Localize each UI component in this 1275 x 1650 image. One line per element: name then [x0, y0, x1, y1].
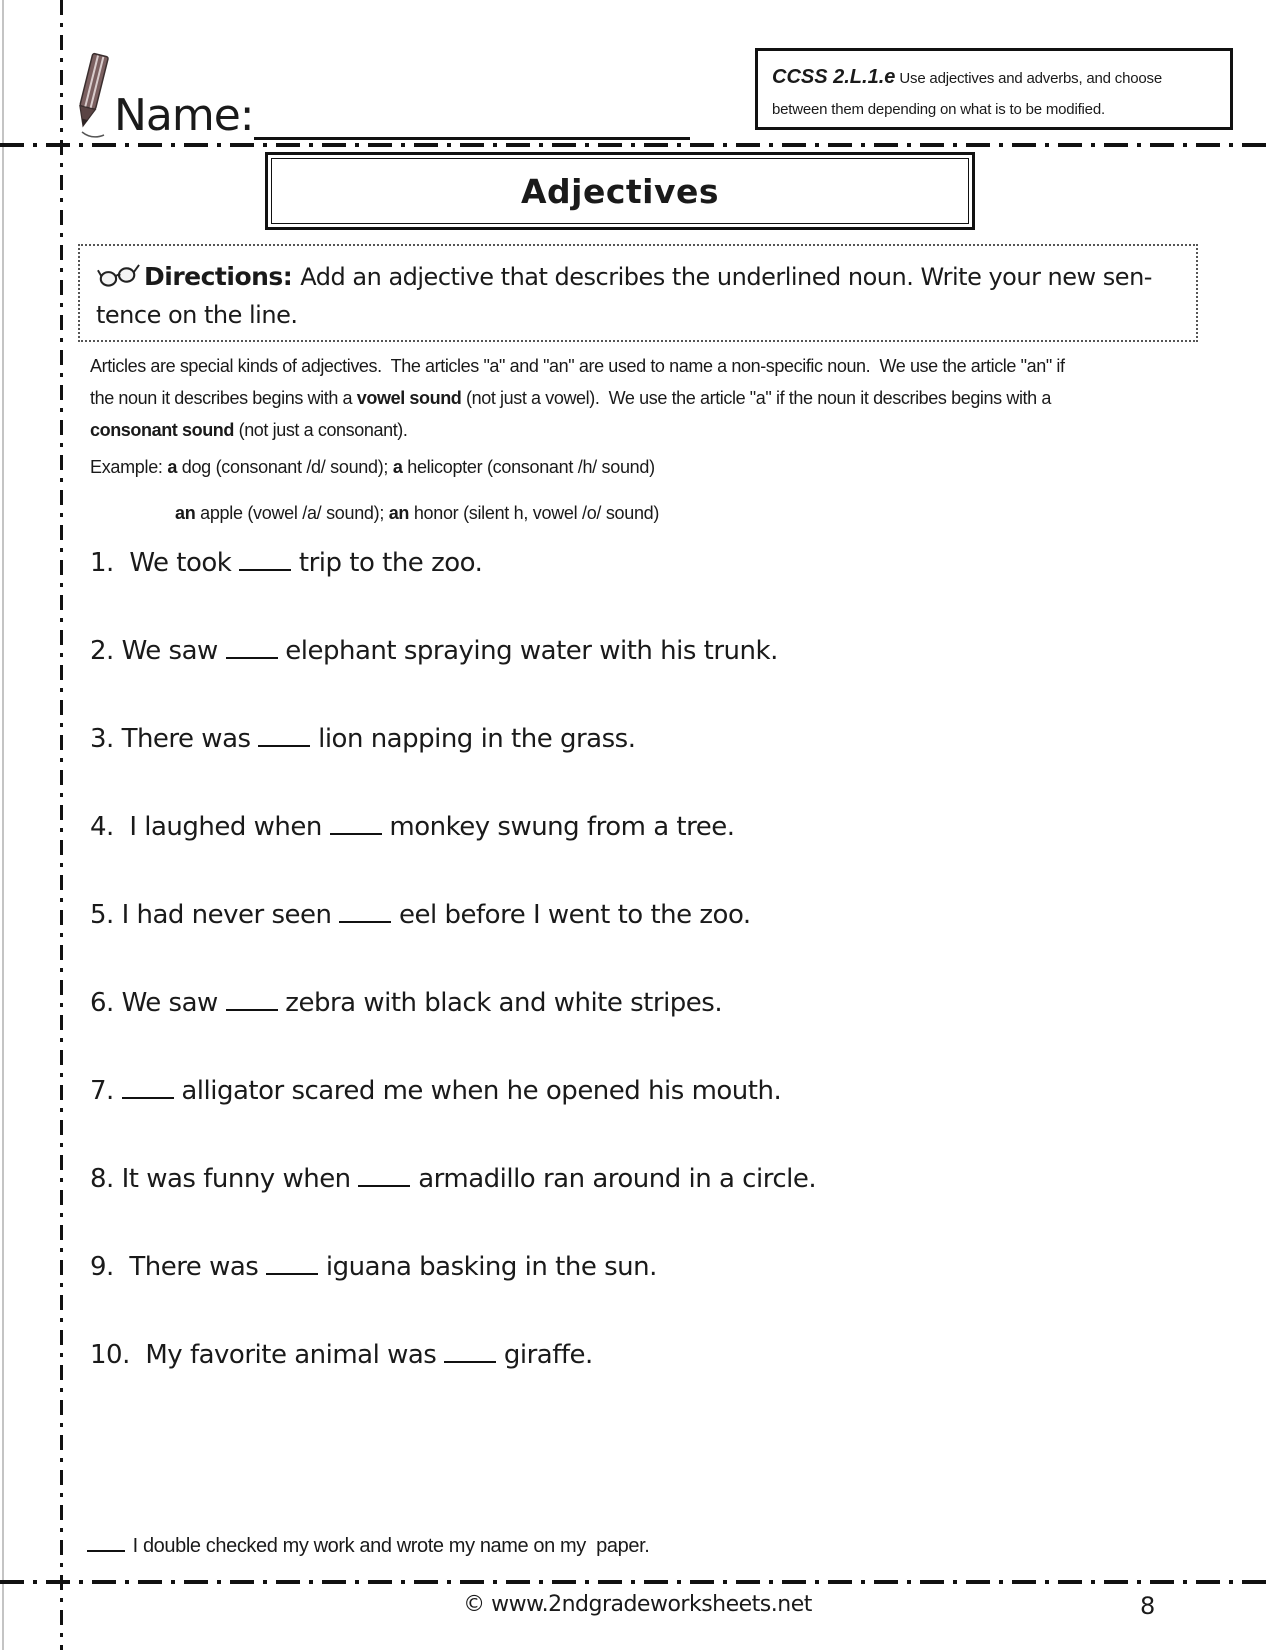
question-item [90, 810, 1210, 844]
answer-blank [444, 1341, 496, 1363]
question-item [90, 1338, 1210, 1372]
text-segment: Example: [90, 457, 168, 477]
directions-line-2 [96, 296, 1182, 334]
pencil-icon [70, 48, 112, 140]
question-text-before: 7. [90, 1076, 122, 1106]
example-line [90, 498, 1190, 528]
question-text-before: 1. We took [90, 548, 240, 578]
answer-blank [358, 1165, 410, 1187]
question-text-after: alligator scared me when he opened his mouth. [173, 1076, 782, 1106]
intro-line [90, 414, 1210, 446]
text-segment: an [388, 503, 410, 523]
name-label: Name: [114, 90, 254, 141]
text-segment: the noun it describes begins with a [90, 388, 357, 408]
question-text-before: 9. There was [90, 1252, 267, 1282]
footer-copyright: © www.2ndgradeworksheets.net [463, 1592, 812, 1617]
horizontal-cut-line-top [0, 143, 1275, 147]
directions-line-1 [96, 258, 1182, 296]
name-header [70, 48, 690, 140]
directions-box [78, 244, 1198, 342]
question-text-before: 8. It was funny when [90, 1164, 359, 1194]
text-segment: dog (consonant /d/ sound); [177, 457, 393, 477]
answer-blank [258, 725, 310, 747]
check-blank [87, 1536, 125, 1552]
text-segment: an [175, 503, 196, 523]
intro-line [90, 350, 1210, 382]
question-item [90, 1162, 1210, 1196]
directions-text-2: tence on the line. [96, 301, 298, 329]
check-text: I double checked my work and wrote my name on my paper. [132, 1535, 650, 1557]
text-segment: vowel sound [356, 388, 462, 408]
questions-list [90, 546, 1210, 1426]
question-text-after: lion napping in the grass. [310, 724, 636, 754]
answer-blank [122, 1077, 174, 1099]
title-box [265, 152, 975, 230]
question-item [90, 634, 1210, 668]
answer-blank [226, 989, 278, 1011]
answer-blank [339, 901, 391, 923]
examples-block [90, 452, 1190, 544]
question-text-after: monkey swung from a tree. [381, 812, 735, 842]
scan-edge-line [2, 0, 4, 1650]
text-segment: apple (vowel /a/ sound); [195, 503, 389, 523]
question-text-before: 10. My favorite animal was [90, 1340, 445, 1370]
question-text-after: giraffe. [496, 1340, 593, 1370]
text-segment: (not just a consonant). [234, 420, 408, 440]
question-item [90, 1250, 1210, 1284]
page-title: Adjectives [520, 171, 720, 211]
ccss-code: CCSS 2.L.1.e [772, 66, 896, 88]
name-blank-line [254, 100, 690, 140]
page-number: 8 [1140, 1592, 1156, 1620]
directions-text-1: Add an adjective that describes the underlined noun. Write your new sen- [300, 263, 1152, 291]
question-text-after: zebra with black and white stripes. [277, 988, 723, 1018]
title-inner-border [271, 158, 969, 224]
question-item [90, 1074, 1210, 1108]
answer-blank [226, 637, 278, 659]
text-segment: Articles are special kinds of adjectives. The articles "a" and "an" are used to name a non-specific noun. We use the article "an" if [90, 356, 1065, 376]
text-segment: a [167, 457, 178, 477]
question-item [90, 722, 1210, 756]
question-text-before: 4. I laughed when [90, 812, 330, 842]
glasses-icon [96, 261, 140, 289]
answer-blank [266, 1253, 318, 1275]
question-text-after: elephant spraying water with his trunk. [277, 636, 778, 666]
directions-label: Directions: [144, 262, 293, 291]
text-segment: helicopter (consonant /h/ sound) [402, 457, 655, 477]
example-line [90, 452, 1190, 482]
question-item [90, 898, 1210, 932]
question-text-before: 5. I had never seen [90, 900, 340, 930]
text-segment: (not just a vowel). We use the article "a" if the noun it describes begins with a [461, 388, 1051, 408]
intro-line [90, 382, 1210, 414]
text-segment: honor (silent h, vowel /o/ sound) [409, 503, 660, 523]
self-check-row [66, 1512, 966, 1581]
text-segment: consonant sound [90, 420, 234, 440]
question-text-after: iguana basking in the sun. [318, 1252, 657, 1282]
intro-paragraph [90, 350, 1210, 446]
question-text-before: 3. There was [90, 724, 259, 754]
ccss-standard-box [755, 48, 1233, 130]
question-text-before: 2. We saw [90, 636, 226, 666]
question-text-after: armadillo ran around in a circle. [410, 1164, 817, 1194]
text-segment: a [392, 457, 403, 477]
answer-blank [330, 813, 382, 835]
question-text-before: 6. We saw [90, 988, 226, 1018]
question-text-after: trip to the zoo. [291, 548, 483, 578]
question-item [90, 546, 1210, 580]
vertical-cut-line [60, 0, 63, 1650]
question-item [90, 986, 1210, 1020]
answer-blank [239, 549, 291, 571]
ccss-description: Use adjectives and adverbs, and choose between them depending on what is to be modified. [772, 70, 1162, 118]
question-text-after: eel before I went to the zoo. [391, 900, 751, 930]
